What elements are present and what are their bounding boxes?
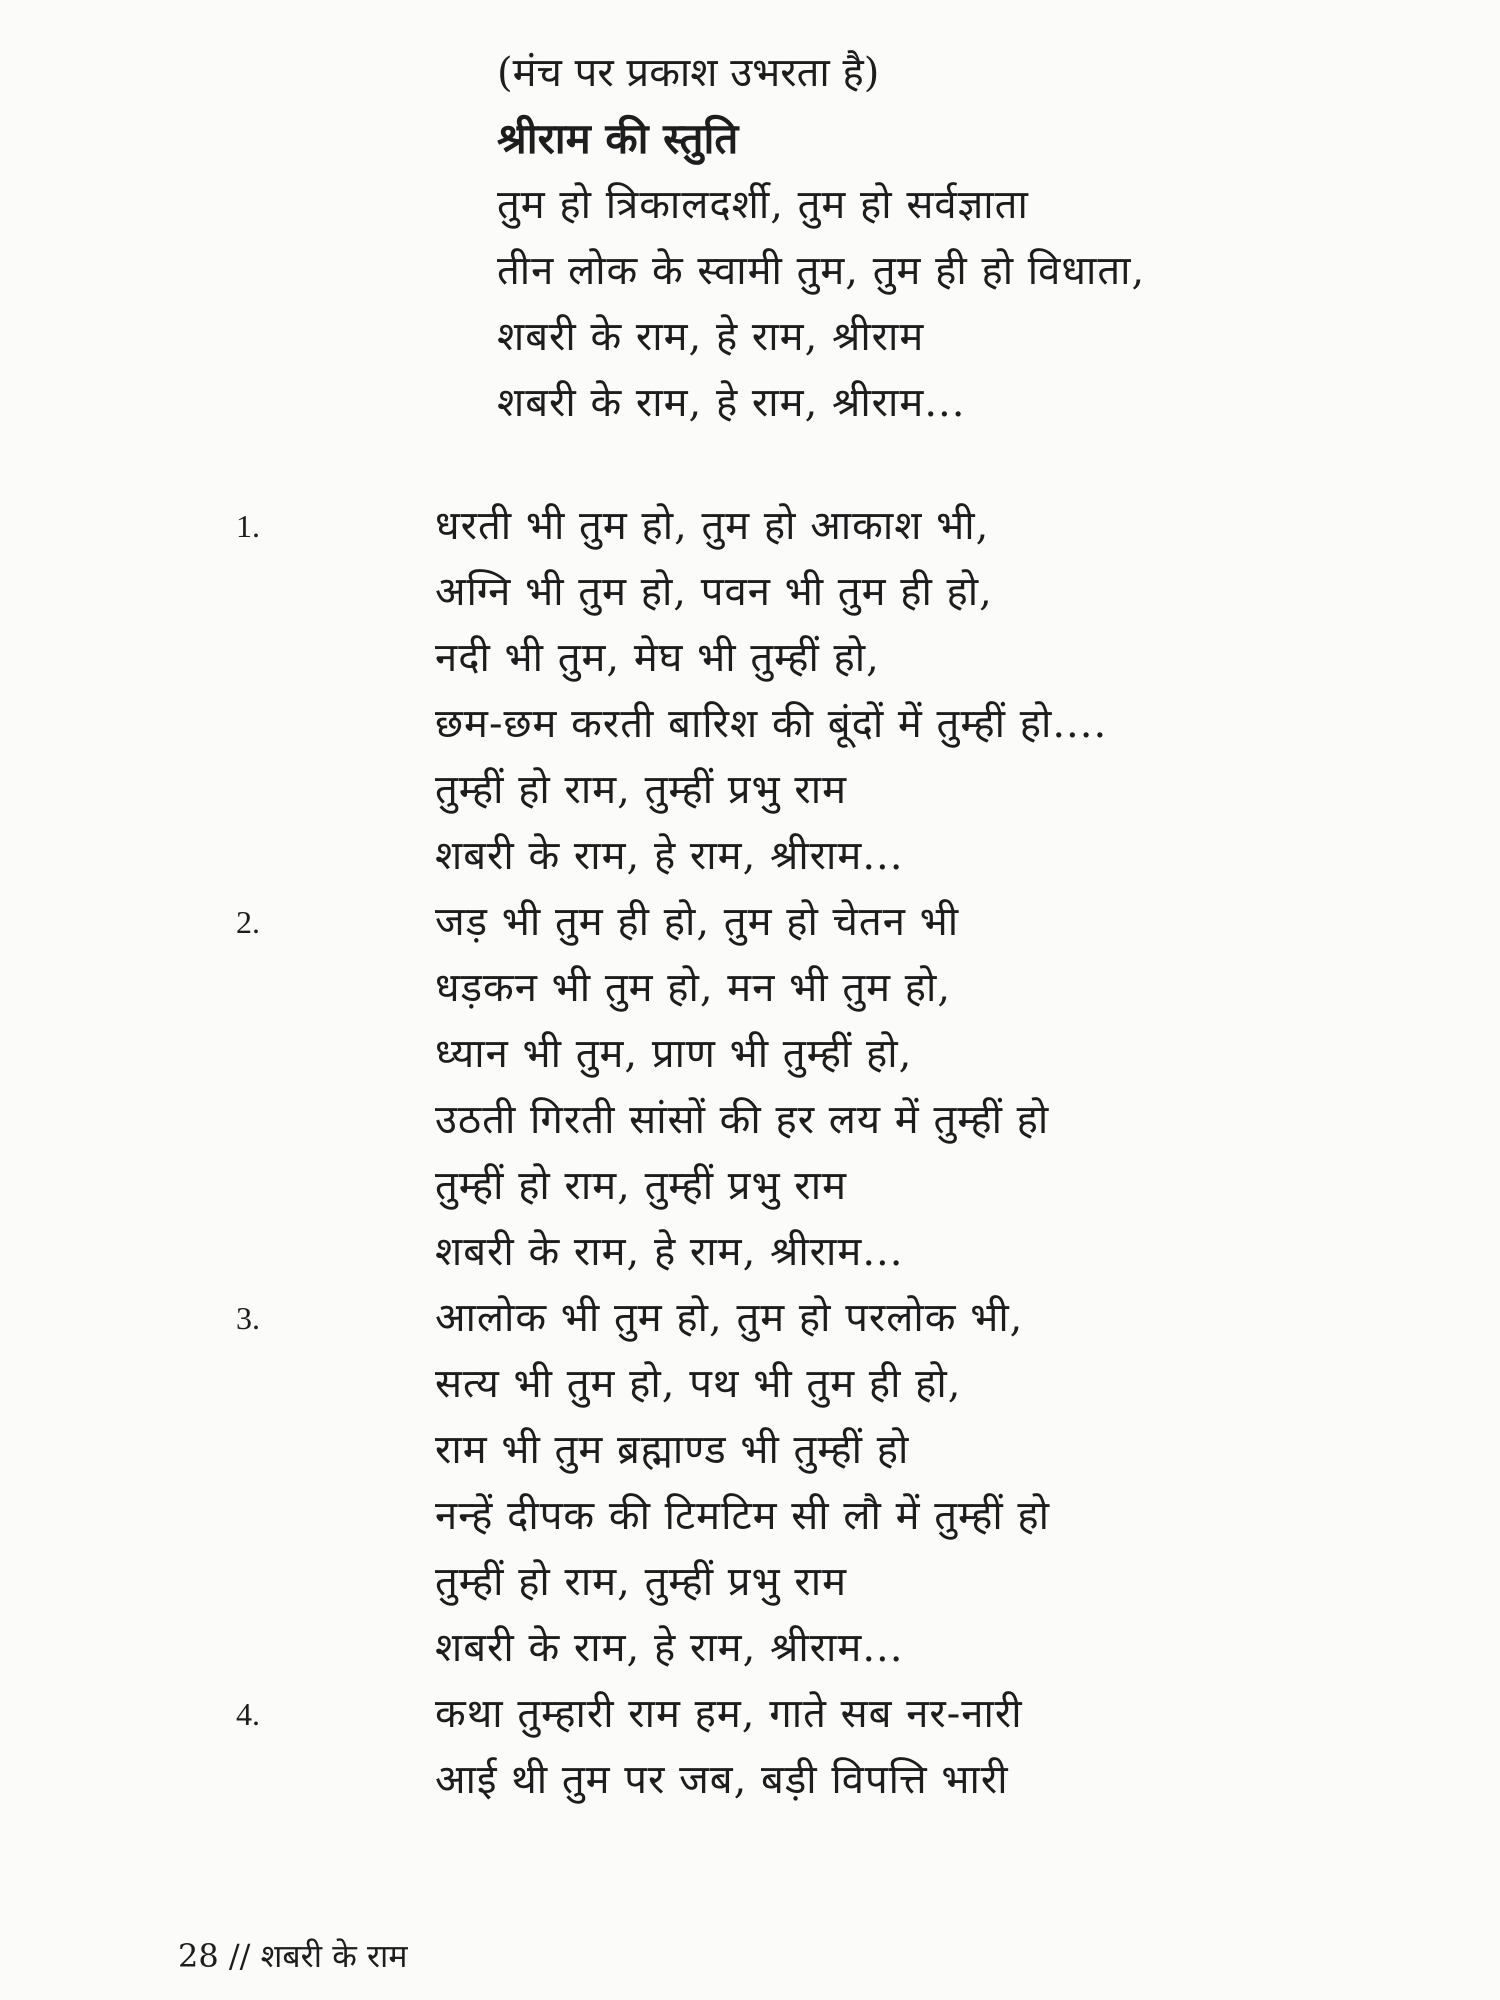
verse-line: धड़कन भी तुम हो, मन भी तुम हो, xyxy=(435,965,952,1011)
intro-line: शबरी के राम, हे राम, श्रीराम... xyxy=(497,380,966,426)
verse-line: जड़ भी तुम ही हो, तुम हो चेतन भी xyxy=(435,899,960,945)
verse-lines xyxy=(435,1681,1500,1813)
intro-section xyxy=(497,40,1457,436)
intro-line: तीन लोक के स्वामी तुम, तुम ही हो विधाता, xyxy=(497,248,1146,294)
verse-number: 4. xyxy=(236,1696,260,1732)
verse-lines xyxy=(435,889,1500,1285)
verse-line: छम-छम करती बारिश की बूंदों में तुम्हीं हो.... xyxy=(435,701,1108,747)
hymn-heading: श्रीराम की स्तुति xyxy=(497,114,739,163)
page-footer: 28 // शबरी के राम xyxy=(178,1937,408,1975)
verse-line: सत्य भी तुम हो, पथ भी तुम ही हो, xyxy=(435,1361,962,1407)
verse-number: 3. xyxy=(236,1300,260,1336)
verse-lines xyxy=(435,493,1500,889)
verse-line: शबरी के राम, हे राम, श्रीराम... xyxy=(435,1229,904,1275)
verse-1 xyxy=(0,493,1500,889)
verse-3 xyxy=(0,1285,1500,1681)
intro-line: शबरी के राम, हे राम, श्रीराम xyxy=(497,314,925,360)
verse-line: अग्नि भी तुम हो, पवन भी तुम ही हो, xyxy=(435,569,993,615)
verse-line: नन्हें दीपक की टिमटिम सी लौ में तुम्हीं हो xyxy=(435,1493,1050,1539)
verse-number: 2. xyxy=(236,904,260,940)
verse-line: तुम्हीं हो राम, तुम्हीं प्रभु राम xyxy=(435,1559,848,1605)
verse-line: शबरी के राम, हे राम, श्रीराम... xyxy=(435,1625,904,1671)
verse-line: नदी भी तुम, मेघ भी तुम्हीं हो, xyxy=(435,635,880,681)
intro-line: तुम हो त्रिकालदर्शी, तुम हो सर्वज्ञाता xyxy=(497,182,1029,228)
verse-line: शबरी के राम, हे राम, श्रीराम... xyxy=(435,833,904,879)
verse-line: उठती गिरती सांसों की हर लय में तुम्हीं हो xyxy=(435,1097,1050,1143)
verse-line: तुम्हीं हो राम, तुम्हीं प्रभु राम xyxy=(435,1163,848,1209)
verse-2 xyxy=(0,889,1500,1285)
verse-line: आलोक भी तुम हो, तुम हो परलोक भी, xyxy=(435,1295,1024,1341)
verse-number: 1. xyxy=(236,508,260,544)
verse-4 xyxy=(0,1681,1500,1813)
stage-direction: (मंच पर प्रकाश उभरता है) xyxy=(497,50,880,96)
verses-section xyxy=(0,493,1500,1813)
verse-line: राम भी तुम ब्रह्माण्ड भी तुम्हीं हो xyxy=(435,1427,910,1473)
verse-line: कथा तुम्हारी राम हम, गाते सब नर-नारी xyxy=(435,1691,1023,1737)
verse-line: आई थी तुम पर जब, बड़ी विपत्ति भारी xyxy=(435,1757,1009,1803)
verse-lines xyxy=(435,1285,1500,1681)
verse-line: ध्यान भी तुम, प्राण भी तुम्हीं हो, xyxy=(435,1031,913,1077)
verse-line: तुम्हीं हो राम, तुम्हीं प्रभु राम xyxy=(435,767,848,813)
verse-line: धरती भी तुम हो, तुम हो आकाश भी, xyxy=(435,503,990,549)
